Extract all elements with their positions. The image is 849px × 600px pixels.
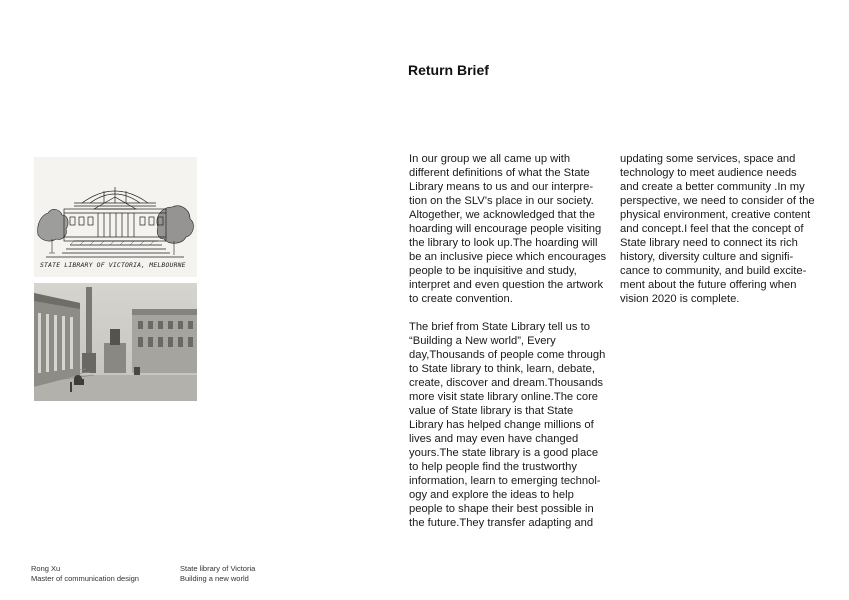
- paragraph-perspective: updating some services, space and technology to meet audience needs and create a better community .In my perspective, we need to consider of the physical environment, creative content and concept.I feel that the concept of State library need to connect its rich history, diversity culture and signifi- cance to community, and build excite- ment about the future offering when vision 2020 is complete.: [620, 153, 815, 305]
- library-historical-photo: [34, 283, 197, 401]
- footer-author: [31, 564, 139, 584]
- author-program: Master of communication design: [31, 574, 139, 583]
- author-name: Rong Xu: [31, 564, 61, 573]
- library-sketch-image: [34, 157, 197, 277]
- sketch-caption: STATE LIBRARY OF VICTORIA, MELBOURNE: [40, 261, 186, 269]
- paragraph-brief: The brief from State Library tell us to “Building a New world”, Every day,Thousands of people come through to State library to think, learn, debate, create, discover and dream.Thousands more visit state library online.The core value of State library is that State Library has helped change millions of lives and may even have changed yours.The state library is a good place to help people find the trustworthy information, learn to emerging technol- ogy and explore the ideas to help people to shape their best possible in the future.They transfer adapting and: [409, 321, 606, 529]
- project-subtitle: Building a new world: [180, 574, 249, 583]
- footer-project: [180, 564, 255, 584]
- paragraph-group-definitions: In our group we all came up with different definitions of what the State Library means to us and our interpre- tion on the SLV’s place in our society. Altogether, we acknowledged that the hoarding will encourage people visiting the library to look up.The hoarding will be an inclusive piece which encourages people to be inquisitive and study, interpret and even question the artwork to create convention.: [409, 153, 607, 305]
- body-text-left-column: [409, 152, 609, 530]
- body-text-right-column: [620, 152, 820, 306]
- project-title: State library of Victoria: [180, 564, 256, 573]
- page-title: Return Brief: [408, 62, 489, 78]
